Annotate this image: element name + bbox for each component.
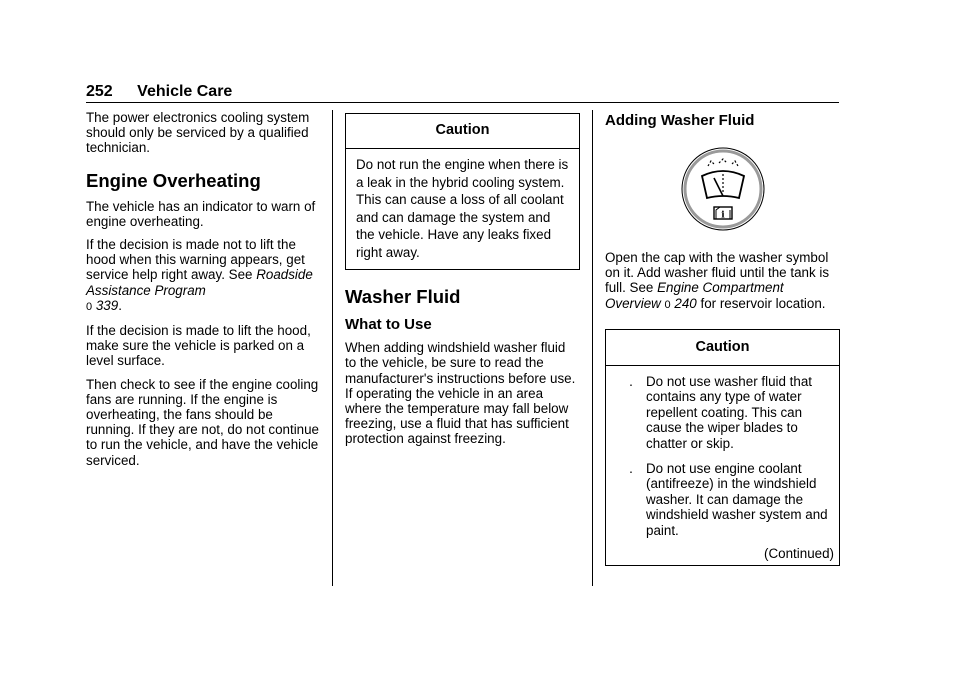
overheating-p2 <box>86 237 321 315</box>
caution-bullet <box>616 461 834 538</box>
column-divider-2 <box>592 110 593 586</box>
overheating-p3: If the decision is made to lift the hood, make sure the vehicle is parked on a level surface. <box>86 323 311 369</box>
washer-fluid-symbol-icon <box>680 146 766 232</box>
section-title: Vehicle Care <box>137 83 233 100</box>
page-header <box>86 83 232 101</box>
caution-box-coolant <box>345 113 580 270</box>
column-3 <box>605 110 840 566</box>
page-ref-arrow-2: 0 <box>664 298 671 311</box>
adding-washer-end: for reservoir location. <box>700 295 826 311</box>
caution-title: Caution <box>346 114 579 149</box>
caution-box-washer <box>605 329 840 567</box>
bullet-symbol: . <box>629 461 633 477</box>
engine-overheating-heading: Engine Overheating <box>86 169 261 191</box>
header-rule <box>86 102 839 103</box>
caution-title-2: Caution <box>606 330 839 366</box>
p2-end-punctuation: . <box>118 297 122 313</box>
engine-compartment-page-ref[interactable]: 240 <box>674 295 697 311</box>
caution-text: Do not run the engine when there is a leak in the hybrid cooling system. This can cause a loss of all coolant and can damage the system and the vehicle. Have any leaks fixed right away. <box>356 157 569 260</box>
bullet-text: Do not use engine coolant (antifreeze) in the windshield washer. It can damage the windshield washer system and paint. <box>646 461 828 538</box>
washer-fluid-heading: Washer Fluid <box>345 286 461 308</box>
overheating-p4: Then check to see if the engine cooling fans are running. If the engine is overheating, the fans should be running. If they are not, do not continue to run the vehicle, and have the vehicle serviced. <box>86 376 320 468</box>
continued-label: (Continued) <box>764 546 834 562</box>
adding-washer-text: Open the cap with the washer symbol on it. Add washer fluid until the tank is full. See <box>605 250 830 296</box>
caution-body-2 <box>606 366 839 565</box>
column-divider-1 <box>332 110 333 586</box>
bullet-text: Do not use washer fluid that contains any type of water repellent coating. This can cause the wiper blades to chatter or skip. <box>646 374 812 451</box>
page-ref-arrow: 0 <box>86 300 93 313</box>
roadside-page-ref[interactable]: 339 <box>95 297 119 313</box>
intro-paragraph: The power electronics cooling system should only be serviced by a qualified technician. <box>86 110 310 156</box>
what-to-use-heading: What to Use <box>345 316 432 334</box>
overheating-p1: The vehicle has an indicator to warn of engine overheating. <box>86 198 316 229</box>
adding-washer-fluid-heading: Adding Washer Fluid <box>605 112 755 129</box>
caution-bullet <box>616 374 834 451</box>
overheating-p2-text: If the decision is made not to lift the hood when this warning appears, get service help right away. See <box>86 237 305 283</box>
column-1 <box>86 110 321 476</box>
roadside-assistance-link[interactable]: Roadside Assistance Program <box>86 267 313 298</box>
adding-washer-paragraph <box>605 250 840 313</box>
page-number: 252 <box>86 83 113 100</box>
bullet-symbol: . <box>629 374 633 390</box>
engine-compartment-link[interactable]: Engine Compartment Overview <box>605 280 784 311</box>
svg-text:i: i <box>720 210 725 221</box>
what-to-use-body: When adding windshield washer fluid to the vehicle, be sure to read the manufacturer's instructions before use. If operating the vehicle in an area where the temperature may fall below freezing, use a fluid that has sufficient protection against freezing. <box>345 340 576 447</box>
column-2 <box>345 110 580 455</box>
